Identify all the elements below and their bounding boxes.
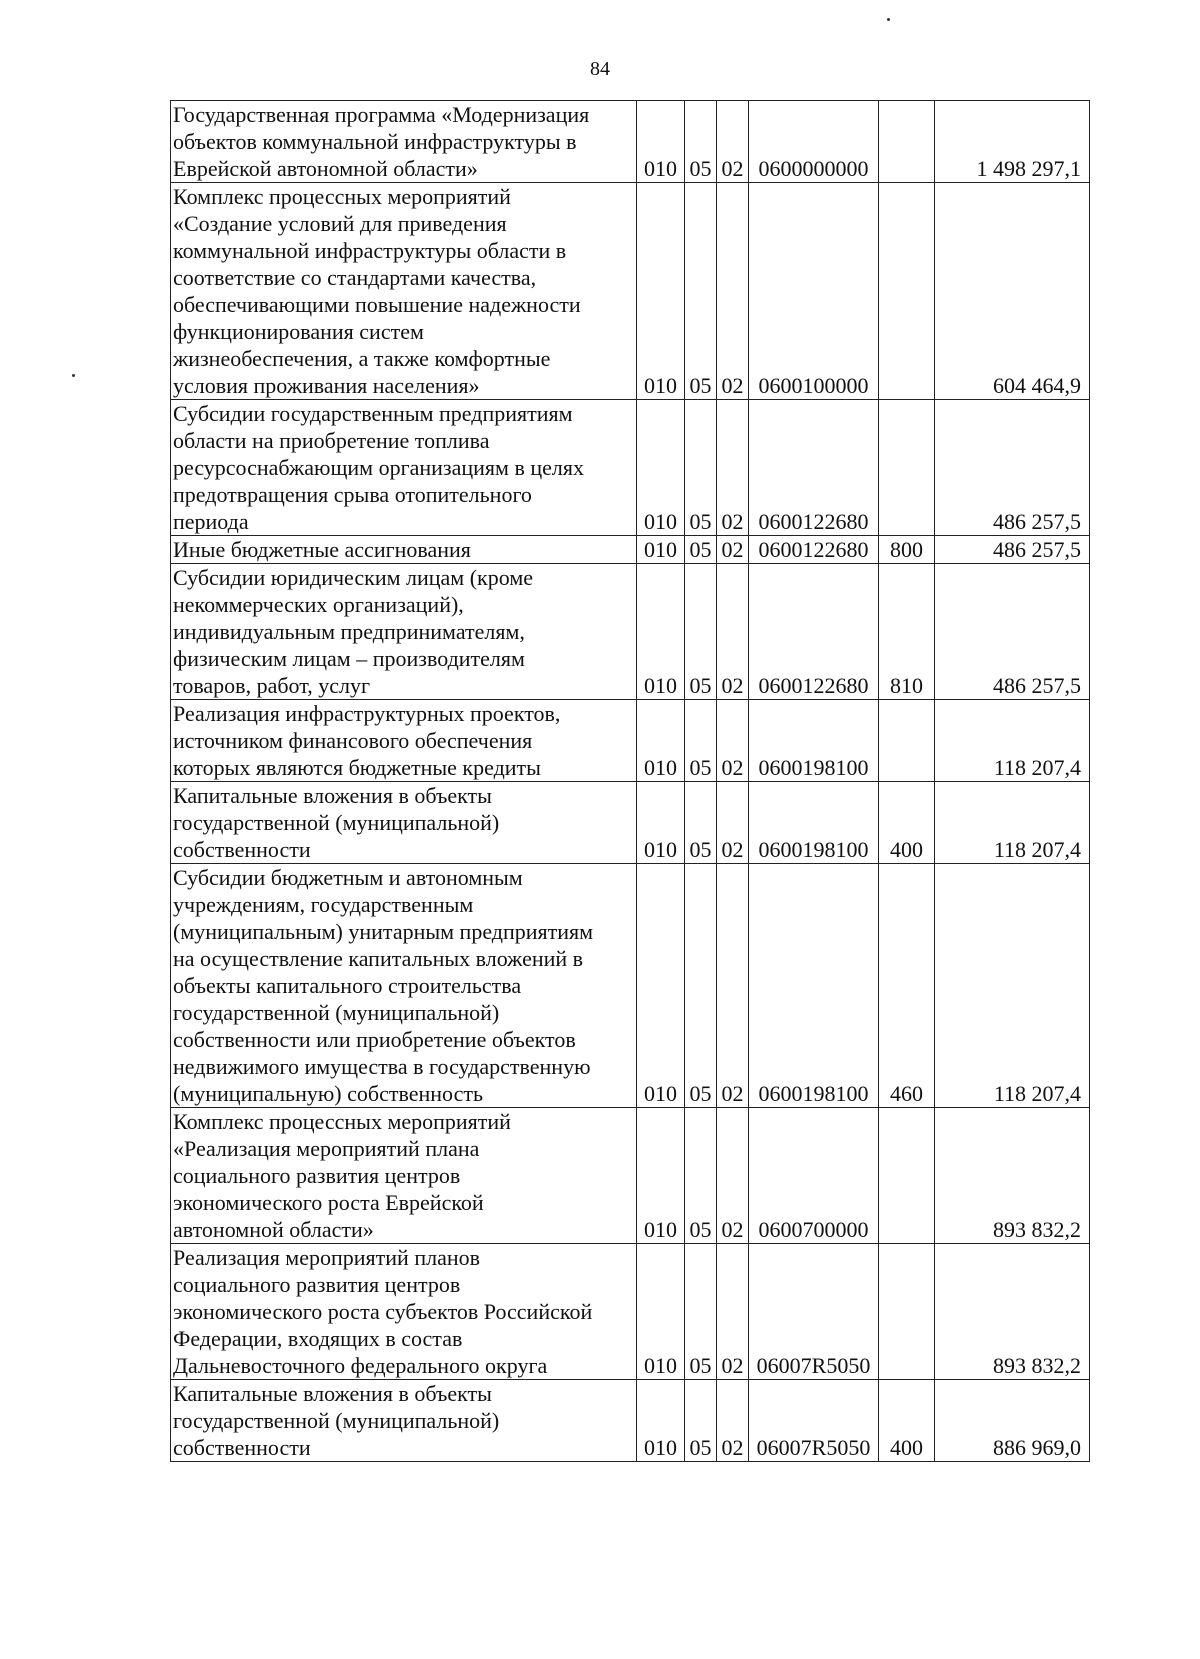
item-name-cell — [171, 536, 637, 564]
section-code-cell: 05 — [685, 1380, 717, 1462]
item-name-line: государственной (муниципальной) — [173, 1408, 500, 1433]
amount-cell: 886 969,0 — [935, 1380, 1090, 1462]
item-name-line: условия проживания населения» — [173, 373, 480, 398]
table-row — [171, 782, 1090, 864]
item-name-line: Комплекс процессных мероприятий — [173, 184, 511, 209]
item-name-line: Реализация мероприятий планов — [173, 1245, 481, 1270]
item-name-line: Капитальные вложения в объекты — [173, 783, 492, 808]
target-article-cell: 0600000000 — [749, 101, 879, 183]
target-article-cell: 0600700000 — [749, 1108, 879, 1244]
item-name-line: социального развития центров — [173, 1163, 461, 1188]
ministry-code-cell: 010 — [637, 101, 685, 183]
ministry-code-cell: 010 — [637, 864, 685, 1108]
item-name-line: (муниципальным) унитарным предприятиям — [173, 919, 594, 944]
table-row — [171, 864, 1090, 1108]
ministry-code-cell: 010 — [637, 700, 685, 782]
item-name-cell — [171, 1380, 637, 1462]
item-name-line: экономического роста субъектов Российской — [173, 1299, 593, 1324]
item-name-line: некоммерческих организаций), — [173, 592, 464, 617]
item-name-cell — [171, 564, 637, 700]
item-name-cell — [171, 864, 637, 1108]
item-name-line: объекты капитального строительства — [173, 973, 522, 998]
amount-cell: 893 832,2 — [935, 1108, 1090, 1244]
target-article-cell: 0600122680 — [749, 536, 879, 564]
item-name-line: собственности или приобретение объектов — [173, 1027, 576, 1052]
item-name-line: Иные бюджетные ассигнования — [173, 537, 471, 562]
item-name-line: собственности — [173, 1435, 311, 1460]
subsection-code-cell: 02 — [717, 564, 749, 700]
item-name-line: Субсидии юридическим лицам (кроме — [173, 565, 534, 590]
table-row — [171, 536, 1090, 564]
target-article-cell: 06007R5050 — [749, 1244, 879, 1380]
item-name-line: Комплекс процессных мероприятий — [173, 1109, 511, 1134]
ministry-code-cell: 010 — [637, 1380, 685, 1462]
item-name-line: Федерации, входящих в состав — [173, 1326, 463, 1351]
subsection-code-cell: 02 — [717, 536, 749, 564]
section-code-cell: 05 — [685, 700, 717, 782]
subsection-code-cell: 02 — [717, 782, 749, 864]
subsection-code-cell: 02 — [717, 1244, 749, 1380]
target-article-cell: 0600100000 — [749, 183, 879, 400]
target-article-cell: 0600198100 — [749, 782, 879, 864]
ministry-code-cell: 010 — [637, 1244, 685, 1380]
table-row — [171, 700, 1090, 782]
item-name-line: обеспечивающими повышение надежности — [173, 292, 581, 317]
amount-cell: 118 207,4 — [935, 700, 1090, 782]
item-name-line: Государственная программа «Модернизация — [173, 102, 590, 127]
item-name-line: периода — [173, 509, 249, 534]
item-name-line: автономной области» — [173, 1217, 374, 1242]
item-name-line: учреждениям, государственным — [173, 892, 474, 917]
item-name-cell — [171, 101, 637, 183]
table-row — [171, 1108, 1090, 1244]
section-code-cell: 05 — [685, 400, 717, 536]
item-name-cell — [171, 782, 637, 864]
ministry-code-cell: 010 — [637, 564, 685, 700]
item-name-line: функционирования систем — [173, 319, 424, 344]
item-name-line: государственной (муниципальной) — [173, 810, 500, 835]
expense-type-cell — [879, 400, 935, 536]
target-article-cell: 0600198100 — [749, 700, 879, 782]
scan-speck — [887, 18, 890, 21]
item-name-line: Субсидии бюджетным и автономным — [173, 865, 523, 890]
item-name-line: которых являются бюджетные кредиты — [173, 755, 541, 780]
page-number: 84 — [590, 58, 610, 80]
item-name-line: «Реализация мероприятий плана — [173, 1136, 480, 1161]
item-name-cell — [171, 400, 637, 536]
ministry-code-cell: 010 — [637, 782, 685, 864]
section-code-cell: 05 — [685, 536, 717, 564]
item-name-cell — [171, 700, 637, 782]
item-name-line: недвижимого имущества в государственную — [173, 1054, 591, 1079]
target-article-cell: 0600122680 — [749, 564, 879, 700]
section-code-cell: 05 — [685, 564, 717, 700]
target-article-cell: 0600198100 — [749, 864, 879, 1108]
amount-cell: 118 207,4 — [935, 782, 1090, 864]
table-row — [171, 1380, 1090, 1462]
item-name-line: индивидуальным предпринимателям, — [173, 619, 525, 644]
section-code-cell: 05 — [685, 864, 717, 1108]
item-name-line: объектов коммунальной инфраструктуры в — [173, 129, 577, 154]
item-name-cell — [171, 1244, 637, 1380]
section-code-cell: 05 — [685, 782, 717, 864]
subsection-code-cell: 02 — [717, 101, 749, 183]
table-body — [171, 101, 1090, 1462]
item-name-line: экономического роста Еврейской — [173, 1190, 484, 1215]
section-code-cell: 05 — [685, 183, 717, 400]
section-code-cell: 05 — [685, 1244, 717, 1380]
item-name-line: жизнеобеспечения, а также комфортные — [173, 346, 551, 371]
amount-cell: 604 464,9 — [935, 183, 1090, 400]
subsection-code-cell: 02 — [717, 864, 749, 1108]
expense-type-cell — [879, 183, 935, 400]
section-code-cell: 05 — [685, 1108, 717, 1244]
item-name-line: коммунальной инфраструктуры области в — [173, 238, 567, 263]
subsection-code-cell: 02 — [717, 1108, 749, 1244]
ministry-code-cell: 010 — [637, 400, 685, 536]
subsection-code-cell: 02 — [717, 700, 749, 782]
item-name-line: области на приобретение топлива — [173, 428, 490, 453]
item-name-line: источником финансового обеспечения — [173, 728, 533, 753]
item-name-line: соответствие со стандартами качества, — [173, 265, 537, 290]
table-row — [171, 400, 1090, 536]
table-row — [171, 183, 1090, 400]
ministry-code-cell: 010 — [637, 536, 685, 564]
expense-type-cell: 460 — [879, 864, 935, 1108]
table-row — [171, 101, 1090, 183]
ministry-code-cell: 010 — [637, 1108, 685, 1244]
amount-cell: 486 257,5 — [935, 536, 1090, 564]
expense-type-cell: 400 — [879, 782, 935, 864]
amount-cell: 893 832,2 — [935, 1244, 1090, 1380]
item-name-line: предотвращения срыва отопительного — [173, 482, 532, 507]
expense-type-cell: 800 — [879, 536, 935, 564]
amount-cell: 1 498 297,1 — [935, 101, 1090, 183]
amount-cell: 118 207,4 — [935, 864, 1090, 1108]
subsection-code-cell: 02 — [717, 183, 749, 400]
item-name-line: государственной (муниципальной) — [173, 1000, 500, 1025]
expense-type-cell — [879, 700, 935, 782]
scan-speck — [72, 374, 75, 377]
item-name-line: (муниципальную) собственность — [173, 1081, 483, 1106]
expense-type-cell — [879, 101, 935, 183]
item-name-line: товаров, работ, услуг — [173, 673, 370, 698]
item-name-cell — [171, 183, 637, 400]
table-row — [171, 1244, 1090, 1380]
item-name-line: Реализация инфраструктурных проектов, — [173, 701, 561, 726]
budget-table — [170, 100, 1090, 1462]
item-name-line: Дальневосточного федерального округа — [173, 1353, 548, 1378]
expense-type-cell: 810 — [879, 564, 935, 700]
subsection-code-cell: 02 — [717, 400, 749, 536]
item-name-line: Капитальные вложения в объекты — [173, 1381, 492, 1406]
item-name-cell — [171, 1108, 637, 1244]
expense-type-cell — [879, 1108, 935, 1244]
ministry-code-cell: 010 — [637, 183, 685, 400]
section-code-cell: 05 — [685, 101, 717, 183]
expense-type-cell: 400 — [879, 1380, 935, 1462]
target-article-cell: 0600122680 — [749, 400, 879, 536]
item-name-line: «Создание условий для приведения — [173, 211, 507, 236]
amount-cell: 486 257,5 — [935, 400, 1090, 536]
expense-type-cell — [879, 1244, 935, 1380]
item-name-line: Субсидии государственным предприятиям — [173, 401, 573, 426]
item-name-line: ресурсоснабжающим организациям в целях — [173, 455, 584, 480]
item-name-line: на осуществление капитальных вложений в — [173, 946, 584, 971]
item-name-line: собственности — [173, 837, 311, 862]
item-name-line: социального развития центров — [173, 1272, 461, 1297]
item-name-line: Еврейской автономной области» — [173, 156, 478, 181]
item-name-line: физическим лицам – производителям — [173, 646, 525, 671]
target-article-cell: 06007R5050 — [749, 1380, 879, 1462]
table-row — [171, 564, 1090, 700]
amount-cell: 486 257,5 — [935, 564, 1090, 700]
subsection-code-cell: 02 — [717, 1380, 749, 1462]
